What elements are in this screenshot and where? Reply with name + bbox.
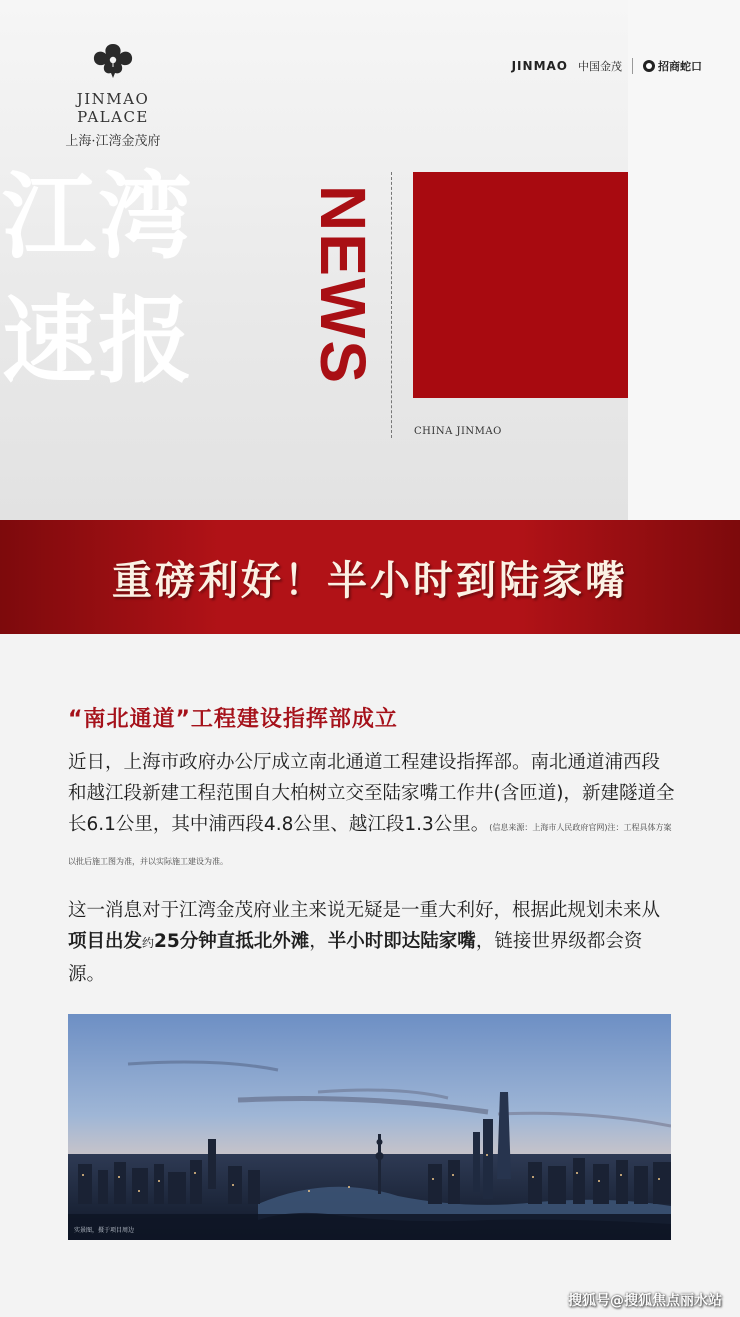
partner-cmsk xyxy=(643,58,702,74)
hero-subtitle: CHINA JINMAO xyxy=(414,426,502,437)
highlight-25-min: 25分钟直抵北外滩 xyxy=(154,931,310,952)
paragraph-1 xyxy=(68,747,678,877)
partner-jinmao-cn: 中国金茂 xyxy=(578,60,622,73)
paragraph-2-text-a: 这一消息对于江湾金茂府业主来说无疑是一重大利好，根据此规划未来从 xyxy=(68,900,661,921)
article-body xyxy=(68,702,678,990)
paragraph-2 xyxy=(68,895,678,990)
partner-cmsk-label: 招商蛇口 xyxy=(658,60,702,73)
banner-headline: 重磅利好！半小时到陆家嘴 xyxy=(112,556,628,604)
paragraph-2-text-b: ， xyxy=(309,931,328,952)
dashed-divider xyxy=(391,172,392,438)
highlight-half-hour: 半小时即达陆家嘴 xyxy=(327,931,476,952)
jinmao-palace-logo xyxy=(38,40,188,149)
news-word: NEWS xyxy=(307,185,379,385)
highlight-project-start: 项目出发 xyxy=(68,931,143,952)
shanghai-skyline-image xyxy=(68,1014,671,1240)
news-vertical-label xyxy=(307,172,379,398)
approx-label: 约 xyxy=(142,936,155,950)
headline-banner xyxy=(0,520,740,634)
hero-title-line2: 速报 xyxy=(2,287,195,396)
paragraph-2-text-c: ，链接世界级都会资源。 xyxy=(68,931,643,985)
partner-divider xyxy=(632,58,633,74)
hero-right-panel xyxy=(628,0,740,520)
skyline-photo xyxy=(68,1014,671,1240)
partner-logos xyxy=(512,58,702,74)
hero-title-line1: 江湾 xyxy=(2,163,195,272)
source-note: (信息来源：上海市人民政府官网)注：工程具体方案以批后施工图为准，并以实际施工建设为准。 xyxy=(68,823,672,866)
cmsk-logo-icon xyxy=(643,60,655,72)
source-watermark: 搜狐号@搜狐焦点丽水站 xyxy=(568,1293,722,1309)
paragraph-1-text: 近日，上海市政府办公厅成立南北通道工程建设指挥部。南北通道浦西段和越江段新建工程范围自大柏树立交至陆家嘴工作井(含匝道)，新建隧道全长6.1公里，其中浦西段4.8公里、越江段1.3公里。 xyxy=(68,752,675,835)
title-red-block xyxy=(413,172,628,398)
photo-caption: 实景图，摄于项目周边 xyxy=(74,1227,135,1234)
orchid-icon xyxy=(90,40,136,80)
brand-name-cn: 上海·江湾金茂府 xyxy=(65,134,161,149)
partner-jinmao-en: JINMAO xyxy=(511,59,568,73)
brand-name-en: JINMAO PALACE xyxy=(76,90,150,126)
section-title: “南北通道”工程建设指挥部成立 xyxy=(68,707,398,732)
